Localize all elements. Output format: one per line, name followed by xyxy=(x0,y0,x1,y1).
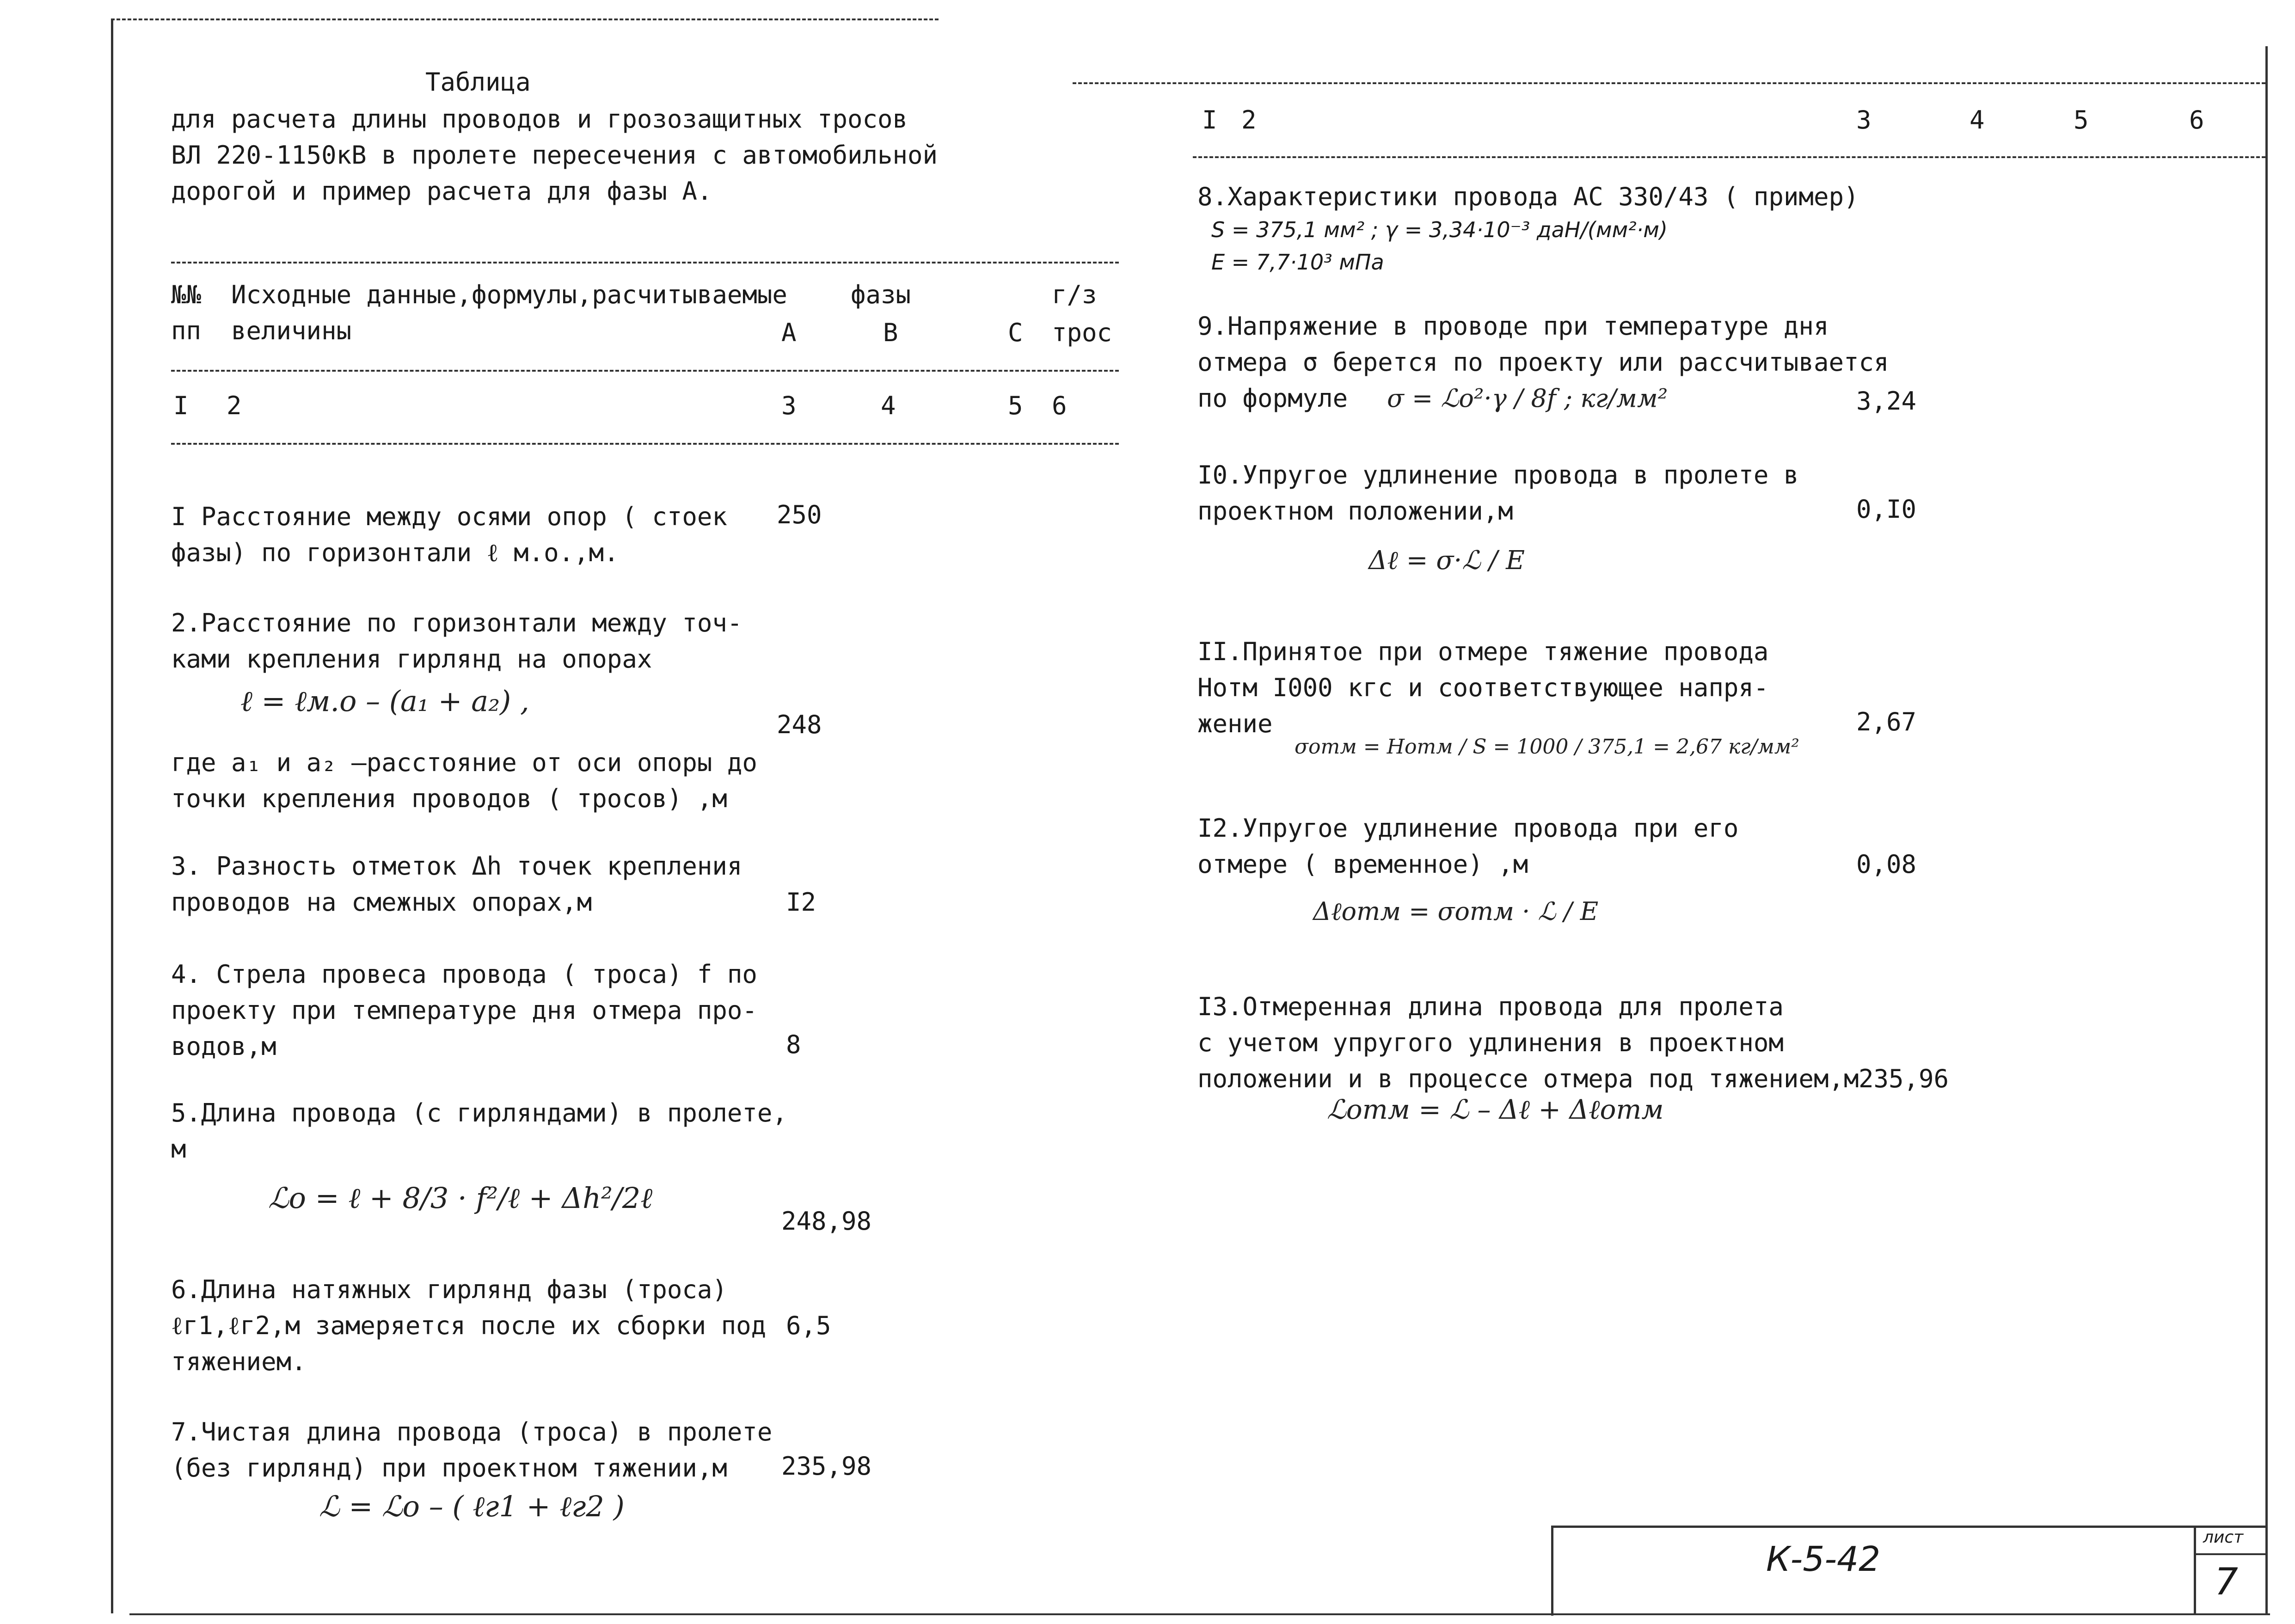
row-10-text-line-1: I0.Упругое удлинение провода в пролете в xyxy=(1197,460,1799,490)
table-title-line-2: ВЛ 220-1150кВ в пролете пересечения с автомобильной xyxy=(171,141,938,170)
row-3-text-line-2: проводов на смежных опорах,м xyxy=(171,888,592,917)
row-1-text-line-2: фазы) по горизонтали ℓ м.о.,м. xyxy=(171,538,619,567)
stamp-sheet-label-divider xyxy=(2194,1553,2265,1555)
row-2-value: 248 xyxy=(777,710,822,739)
header-number-top: №№ xyxy=(171,280,202,309)
row-13-text-line-2: с учетом упругого удлинения в проектном xyxy=(1197,1028,1784,1057)
stamp-box xyxy=(1551,1526,2268,1616)
row-4-value: 8 xyxy=(786,1030,801,1059)
row-8-text-line-1: 8.Характеристики провода АС 330/43 ( пример) xyxy=(1197,182,1859,211)
header-description-bottom: величины xyxy=(231,316,352,345)
row-11-text-line-3: жение xyxy=(1197,709,1273,738)
stamp-document-code: К-5-42 xyxy=(1766,1539,1881,1579)
row-7-formula: ℒ = ℒо – ( ℓг1 + ℓг2 ) xyxy=(319,1489,625,1523)
col-number-3: 3 xyxy=(781,391,797,420)
left-frame-line xyxy=(111,18,113,1613)
table-title-line-3: дорогой и пример расчета для фазы А. xyxy=(171,177,712,206)
row-8-handwritten-line-1: S = 375,1 мм² ; γ = 3,34·10⁻³ даН/(мм²·м) xyxy=(1211,217,1668,242)
row-7-value: 235,98 xyxy=(781,1452,872,1481)
row-3-value: I2 xyxy=(786,888,816,917)
right-col-number-1: I xyxy=(1202,105,1217,135)
row-7-text-line-2: (без гирлянд) при проектном тяжении,м xyxy=(171,1453,727,1483)
row-10-value: 0,I0 xyxy=(1856,495,1917,524)
row-2-formula: ℓ = ℓм.о – (а₁ + а₂) , xyxy=(240,684,529,718)
row-10-formula: Δℓ = σ·ℒ / E xyxy=(1368,545,1525,576)
col-number-4: 4 xyxy=(881,391,896,420)
stamp-sheet-label: лист xyxy=(2203,1528,2244,1547)
row-12-formula: Δℓотм = σотм · ℒ / E xyxy=(1313,897,1599,926)
row-11-formula: σотм = Hотм / S = 1000 / 375,1 = 2,67 кг/мм² xyxy=(1295,735,1799,759)
col-number-6: 6 xyxy=(1052,391,1067,420)
right-col-number-2: 2 xyxy=(1241,105,1257,135)
col-number-1: I xyxy=(173,391,189,420)
row-2-after-line-1: где а₁ и а₂ –расстояние от оси опоры до xyxy=(171,748,757,777)
row-1-text-line-1: I Расстояние между осями опор ( стоек xyxy=(171,502,727,531)
row-2-text-line-1: 2.Расстояние по горизонтали между точ- xyxy=(171,608,742,637)
row-13-formula: ℒотм = ℒ – Δℓ + Δℓотм xyxy=(1327,1094,1664,1125)
row-5-value: 248,98 xyxy=(781,1207,872,1236)
row-13-text-line-3: положении и в процессе отмера под тяжением,м xyxy=(1197,1064,1859,1093)
stamp-sheet-number: 7 xyxy=(2215,1560,2238,1603)
row-3-text-line-1: 3. Разность отметок Δh точек крепления xyxy=(171,852,742,881)
col-number-2: 2 xyxy=(227,391,242,420)
header-number-bottom: пп xyxy=(171,316,202,345)
row-9-value: 3,24 xyxy=(1856,386,1917,416)
right-col-number-6: 6 xyxy=(2189,105,2204,135)
row-2-after-line-2: точки крепления проводов ( тросов) ,м xyxy=(171,784,727,813)
row-1-value: 250 xyxy=(777,500,822,529)
right-frame-line xyxy=(2265,46,2268,1613)
table-title-word: Таблица xyxy=(425,67,531,97)
row-9-formula: σ = ℒо²·γ / 8f ; кг/мм² xyxy=(1387,384,1668,413)
left-column-numbers-top-line xyxy=(171,370,1119,372)
row-11-value: 2,67 xyxy=(1856,707,1917,736)
right-col-number-5: 5 xyxy=(2074,105,2089,135)
row-5-text-line-1: 5.Длина провода (с гирляндами) в пролете, xyxy=(171,1098,787,1128)
row-5-formula: ℒо = ℓ + 8/3 · f²/ℓ + Δh²/2ℓ xyxy=(268,1181,653,1215)
row-12-text-line-2: отмере ( временное) ,м xyxy=(1197,850,1528,879)
header-ground-wire-bottom: трос xyxy=(1052,318,1112,347)
row-10-text-line-2: проектном положении,м xyxy=(1197,496,1513,526)
left-header-top-line xyxy=(171,262,1119,264)
row-9-text-line-2: отмера σ берется по проекту или рассчитывается xyxy=(1197,348,1889,377)
row-8-handwritten-line-2: E = 7,7·10³ мПа xyxy=(1211,250,1384,275)
row-12-text-line-1: I2.Упругое удлинение провода при его xyxy=(1197,814,1739,843)
row-4-text-line-2: проекту при температуре дня отмера про- xyxy=(171,996,757,1025)
row-13-text-line-1: I3.Отмеренная длина провода для пролета xyxy=(1197,992,1784,1021)
header-description-top: Исходные данные,формулы,расчитываемые xyxy=(231,280,787,309)
header-phase-a: А xyxy=(781,318,797,347)
row-5-text-line-2: м xyxy=(171,1134,186,1164)
row-6-text-line-2: ℓг1,ℓг2,м замеряется после их сборки под xyxy=(171,1311,767,1340)
row-11-text-line-1: II.Принятое при отмере тяжение провода xyxy=(1197,637,1769,666)
row-2-text-line-2: ками крепления гирлянд на опорах xyxy=(171,644,652,674)
header-phases: фазы xyxy=(851,280,911,309)
right-header-bottom-line xyxy=(1193,156,2265,158)
header-phase-c: С xyxy=(1008,318,1023,347)
row-6-text-line-3: тяжением. xyxy=(171,1347,307,1376)
table-title-line-1: для расчета длины проводов и грозозащитных тросов xyxy=(171,104,908,134)
header-ground-wire-top: г/з xyxy=(1052,280,1097,309)
right-col-number-3: 3 xyxy=(1856,105,1872,135)
right-header-top-line xyxy=(1073,82,2265,84)
stamp-sheet-divider xyxy=(2194,1526,2196,1613)
left-column-numbers-bottom-line xyxy=(171,443,1119,445)
right-col-number-4: 4 xyxy=(1970,105,1985,135)
row-6-value: 6,5 xyxy=(786,1311,831,1340)
col-number-5: 5 xyxy=(1008,391,1023,420)
row-7-text-line-1: 7.Чистая длина провода (троса) в пролете xyxy=(171,1417,773,1446)
top-edge-line xyxy=(111,18,939,20)
row-4-text-line-3: водов,м xyxy=(171,1032,276,1061)
row-6-text-line-1: 6.Длина натяжных гирлянд фазы (троса) xyxy=(171,1275,727,1304)
row-11-text-line-2: Hотм I000 кгс и соответствующее напря- xyxy=(1197,673,1769,702)
row-9-text-line-3: по формуле xyxy=(1197,384,1348,413)
row-13-value: 235,96 xyxy=(1859,1064,1949,1093)
header-phase-b: В xyxy=(883,318,898,347)
row-12-value: 0,08 xyxy=(1856,850,1917,879)
row-4-text-line-1: 4. Стрела провеса провода ( троса) f по xyxy=(171,960,757,989)
row-9-text-line-1: 9.Напряжение в проводе при температуре дня xyxy=(1197,312,1829,341)
